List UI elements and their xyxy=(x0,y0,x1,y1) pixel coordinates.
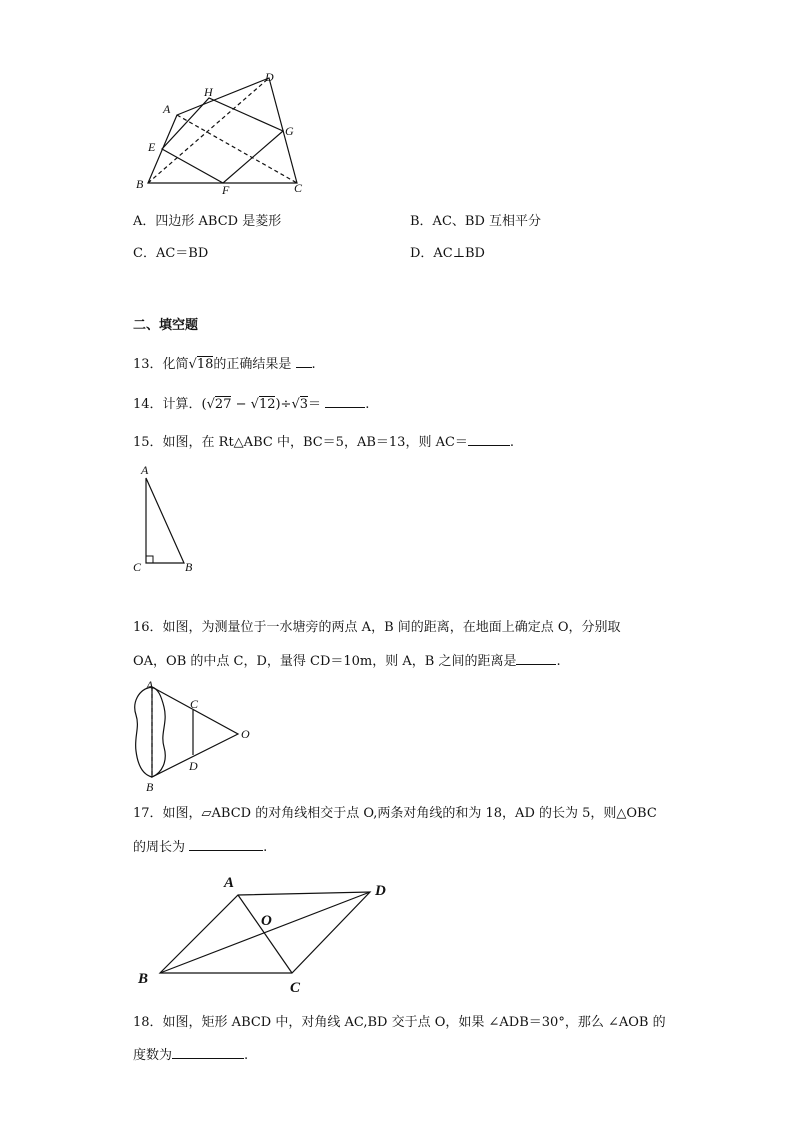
parallelogram-figure xyxy=(130,870,400,1000)
label-g: G xyxy=(285,124,294,138)
question-17-line1: 17．如图，▱ABCD 的对角线相交于点 O,两条对角线的和为 18，AD 的长为 5，则△OBC xyxy=(133,806,657,821)
pond-outline xyxy=(135,687,165,777)
q14-r3: 3 xyxy=(299,397,309,412)
pond-figure xyxy=(128,675,263,795)
label-b: B xyxy=(138,971,149,987)
q15-answer-blank[interactable] xyxy=(468,433,510,446)
q14-answer-blank[interactable] xyxy=(325,395,365,408)
q14-eq: ＝ xyxy=(308,397,322,412)
label-a: A xyxy=(146,678,154,692)
label-c: C xyxy=(290,980,301,996)
option-a: A．四边形 ABCD 是菱形 xyxy=(133,214,282,229)
question-13: 13．化简√18的正确结果是 . xyxy=(133,357,316,372)
diagonal-ac xyxy=(177,115,297,183)
q13-radicand: 18 xyxy=(196,357,214,372)
q14-prefix: 14．计算． xyxy=(133,397,202,412)
q18-answer-blank[interactable] xyxy=(172,1046,244,1059)
label-c: C xyxy=(190,697,199,711)
q13-suffix: 的正确结果是 xyxy=(213,357,292,372)
label-f: F xyxy=(222,183,230,197)
question-18-line1: 18．如图，矩形 ABCD 中，对角线 AC,BD 交于点 O，如果 ∠ADB＝30°，那么 ∠AOB 的 xyxy=(133,1015,666,1030)
label-a: A xyxy=(163,102,171,116)
section-title: 二、填空题 xyxy=(133,318,199,333)
option-b: B．AC、BD 互相平分 xyxy=(410,214,541,229)
sqrt-icon: √ xyxy=(206,397,215,412)
q13-prefix: 13．化简 xyxy=(133,357,189,372)
option-d: D．AC⊥BD xyxy=(410,246,485,261)
question-17-line2: 的周长为 . xyxy=(133,840,268,855)
label-d: D xyxy=(375,883,386,899)
label-d: D xyxy=(189,759,198,773)
label-b: B xyxy=(146,780,154,794)
label-a: A xyxy=(141,463,149,477)
question-15: 15．如图，在 Rt△ABC 中，BC＝5，AB＝13，则 AC＝ . xyxy=(133,435,515,450)
q16-answer-blank[interactable] xyxy=(516,652,556,665)
question-16-line1: 16．如图，为测量位于一水塘旁的两点 A，B 间的距离，在地面上确定点 O，分别取 xyxy=(133,620,621,635)
label-d: D xyxy=(265,70,274,84)
q15-text: 15．如图，在 Rt△ABC 中，BC＝5，AB＝13，则 AC＝ xyxy=(133,435,468,450)
q14-r2: 12 xyxy=(258,397,276,412)
right-triangle-figure xyxy=(130,460,210,575)
label-h: H xyxy=(204,85,213,99)
sqrt-icon: √ xyxy=(250,397,259,412)
label-c: C xyxy=(294,181,303,195)
q14-r1: 27 xyxy=(214,397,232,412)
question-18-line2: 度数为 . xyxy=(133,1048,249,1063)
label-o: O xyxy=(241,727,250,741)
option-c: C．AC＝BD xyxy=(133,246,209,261)
sqrt-icon: √ xyxy=(291,397,300,412)
label-e: E xyxy=(148,140,156,154)
label-b: B xyxy=(185,560,193,574)
sqrt-icon: √ xyxy=(188,357,197,372)
quad-abcd xyxy=(148,78,297,183)
q17-answer-blank[interactable] xyxy=(189,838,263,851)
question-16-line2: OA，OB 的中点 C，D，量得 CD＝10m，则 A，B 之间的距离是 . xyxy=(133,654,561,669)
label-o: O xyxy=(261,913,272,929)
q13-answer-blank[interactable] xyxy=(296,355,312,368)
label-b: B xyxy=(136,177,144,191)
question-14: 14．计算．(√27 − √12)÷√3＝ . xyxy=(133,397,370,412)
quadrilateral-figure xyxy=(130,65,310,200)
label-c: C xyxy=(133,560,142,574)
label-a: A xyxy=(224,875,235,891)
